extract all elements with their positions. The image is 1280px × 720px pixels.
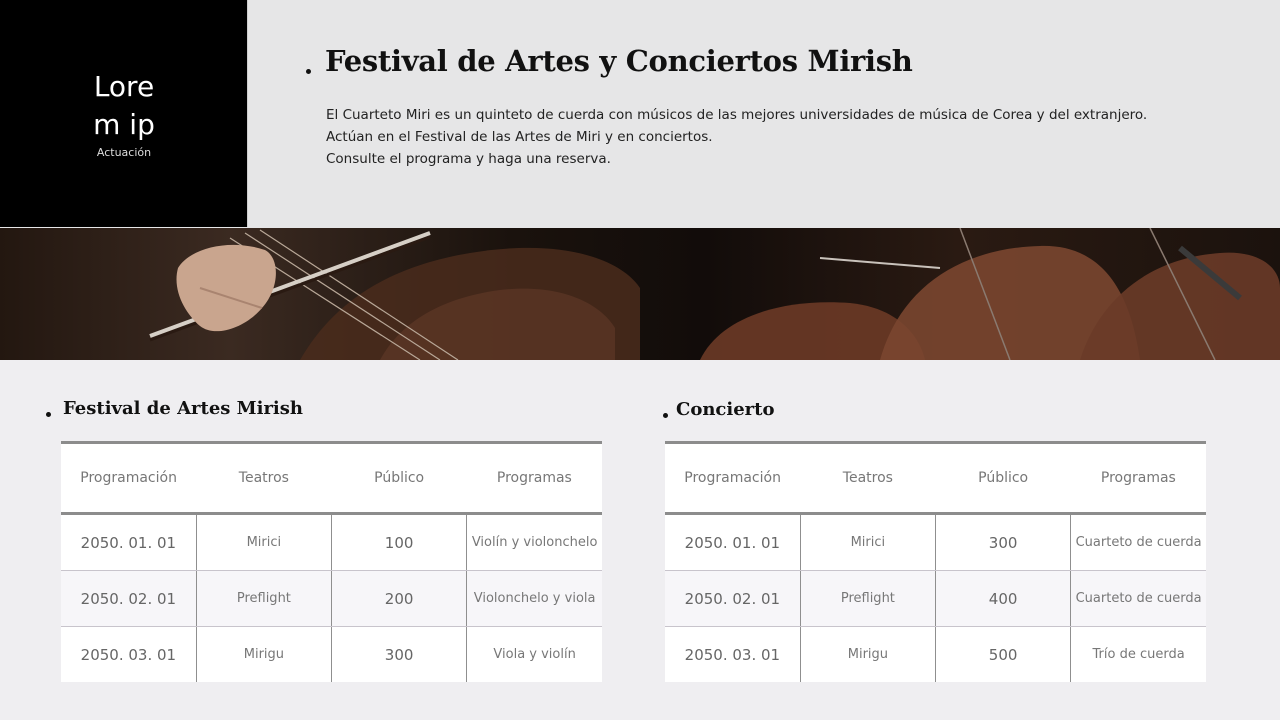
program-cell: Cuarteto de cuerda <box>1071 514 1206 571</box>
concert-section-title: Concierto <box>676 399 775 420</box>
theater-cell: Mirici <box>196 514 331 571</box>
column-header: Programación <box>61 443 196 514</box>
date-cell: 2050. 02. 01 <box>665 571 800 627</box>
column-header: Programas <box>1071 443 1206 514</box>
audience-cell: 300 <box>936 514 1071 571</box>
festival-table <box>61 441 602 682</box>
theater-cell: Preflight <box>196 571 331 627</box>
intro-text <box>326 104 1148 170</box>
program-cell: Trío de cuerda <box>1071 627 1206 683</box>
date-cell: 2050. 03. 01 <box>684 645 781 664</box>
column-header: Teatros <box>196 443 331 514</box>
theater-cell: Mirici <box>800 514 935 571</box>
program-cell: Violonchelo y viola <box>467 571 602 627</box>
column-header: Programas <box>467 443 602 514</box>
table-header-row <box>61 443 602 514</box>
column-header: Público <box>332 443 467 514</box>
concert-table <box>665 441 1206 682</box>
date-cell: 2050. 03. 01 <box>80 645 177 664</box>
title-bullet-icon <box>306 69 311 74</box>
cello-banner-image <box>0 228 1280 360</box>
program-cell: Cuarteto de cuerda <box>1071 571 1206 627</box>
intro-line: Actúan en el Festival de las Artes de Miri y en conciertos. <box>326 129 713 145</box>
column-header: Teatros <box>800 443 935 514</box>
festival-section-title: Festival de Artes Mirish <box>63 398 303 419</box>
logo-subtitle: Actuación <box>96 146 152 159</box>
date-cell: 2050. 01. 01 <box>61 514 196 571</box>
logo-line-2: m ip <box>93 108 155 141</box>
cello-photo-illustration <box>0 228 1280 360</box>
program-cell: Violín y violonchelo <box>467 514 602 571</box>
column-header: Público <box>936 443 1071 514</box>
theater-cell: Mirigu <box>196 627 331 683</box>
section-bullet-icon <box>663 413 668 418</box>
column-header: Programación <box>665 443 800 514</box>
theater-cell: Preflight <box>800 571 935 627</box>
page-title: Festival de Artes y Conciertos Mirish <box>325 44 913 78</box>
date-cell: 2050. 02. 01 <box>61 571 196 627</box>
logo-box <box>0 0 248 227</box>
intro-line: El Cuarteto Miri es un quinteto de cuerda con músicos de las mejores universidades de música de Corea y del extranjero. <box>326 107 1148 123</box>
table-row <box>61 627 602 683</box>
table-row <box>665 627 1206 683</box>
audience-cell: 400 <box>936 571 1071 627</box>
theater-cell: Mirigu <box>800 627 935 683</box>
audience-cell: 300 <box>332 627 467 683</box>
date-cell: 2050. 01. 01 <box>665 514 800 571</box>
table-row <box>61 571 602 627</box>
section-bullet-icon <box>46 412 51 417</box>
table-row <box>61 514 602 571</box>
audience-cell: 100 <box>332 514 467 571</box>
table-row <box>665 514 1206 571</box>
table-row <box>665 571 1206 627</box>
intro-line: Consulte el programa y haga una reserva. <box>326 151 611 167</box>
program-cell: Viola y violín <box>467 627 602 683</box>
audience-cell: 200 <box>332 571 467 627</box>
logo-line-1: Lore <box>93 70 155 103</box>
audience-cell: 500 <box>936 627 1071 683</box>
table-header-row <box>665 443 1206 514</box>
